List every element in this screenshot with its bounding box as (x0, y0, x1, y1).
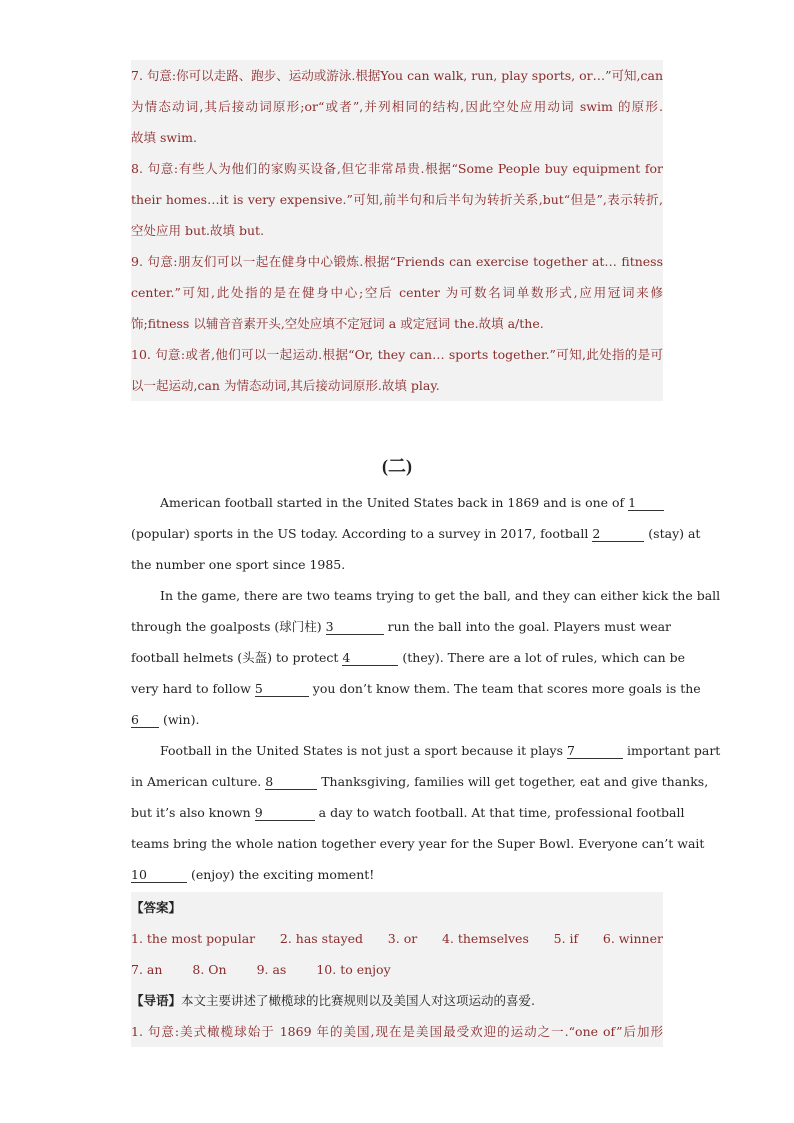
passage-line (131, 642, 686, 673)
passage-text: (enjoy) the exciting moment! (190, 867, 375, 882)
passage-text: (popular) sports in the US today. According to a survey in 2017, football (131, 526, 589, 541)
explanation-1: 1. 句意:美式橄榄球始于 1869 年的美国,现在是美国最受欢迎的运动之一.“one of”后加形 (131, 1024, 663, 1039)
passage-text: (win). (162, 712, 200, 727)
blank-9: 9 (255, 806, 315, 821)
guide-line (131, 985, 663, 1016)
passage-text: in American culture. (131, 774, 262, 789)
passage-line (131, 518, 701, 549)
blank-3: 3 (326, 620, 384, 635)
answer-item: 8. On (192, 962, 227, 977)
passage-text: but it’s also known (131, 805, 251, 820)
passage-line (131, 859, 663, 890)
passage-text: very hard to follow (131, 681, 251, 696)
explanation-line: center.”可知,此处指的是在健身中心;空后 center 为可数名词单数形式,应用冠词来修 (131, 285, 663, 300)
blank-6: 6 (131, 713, 159, 728)
blank-4: 4 (342, 651, 398, 666)
blank-10: 10 (131, 868, 187, 883)
explanation-10 (131, 339, 663, 401)
explanation-line: their homes…it is very expensive.”可知,前半句和后半句为转折关系,but“但是”,表示转折, (131, 192, 663, 207)
explanation-line: 7. 句意:你可以走路、跑步、运动或游泳.根据You can walk, run, play sports, or…”可知,can (131, 68, 663, 83)
answer-row (131, 954, 663, 985)
answer-section (131, 892, 663, 1047)
explanation-line: 8. 句意:有些人为他们的家购买设备,但它非常昂贵.根据“Some People buy equipment for (131, 161, 663, 176)
answer-item: 3. or (387, 931, 418, 946)
passage-line (131, 797, 685, 828)
guide-label: 【导语】 (131, 993, 182, 1008)
explanation-line: 为情态动词,其后接动词原形;or“或者”,并列相同的结构,因此空处应用动词 swim 的原形. (131, 99, 663, 114)
passage-line: teams bring the whole nation together every year for the Super Bowl. Everyone can’t wait (131, 836, 705, 851)
passage-text: (stay) at (648, 526, 701, 541)
passage-line (131, 735, 721, 766)
passage-text: Football in the United States is not just a sport because it plays (160, 743, 564, 758)
answer-item: 10. to enjoy (316, 962, 391, 977)
passage-text: through the goalposts (球门柱) (131, 619, 322, 634)
answer-item: 9. as (256, 962, 287, 977)
passage-text: you don’t know them. The team that scores more goals is the (312, 681, 701, 696)
explanation-line: 10. 句意:或者,他们可以一起运动.根据“Or, they can… sports together.”可知,此处指的是可 (131, 347, 663, 362)
passage-line (131, 766, 709, 797)
passage-line (131, 487, 663, 518)
answer-item: 4. themselves (441, 931, 529, 946)
blank-5: 5 (255, 682, 309, 697)
blank-7: 7 (567, 744, 623, 759)
passage-text: American football started in the United States back in 1869 and is one of (160, 495, 625, 510)
passage-text: football helmets (头盔) to protect (131, 650, 339, 665)
passage-line (131, 611, 672, 642)
section-title: (二) (382, 456, 412, 476)
answer-item: 1. the most popular (131, 931, 256, 946)
guide-text: 本文主要讲述了橄榄球的比赛规则以及美国人对这项运动的喜爱. (181, 993, 535, 1008)
explanation-9 (131, 246, 663, 339)
passage-line (131, 673, 701, 704)
blank-1: 1 (628, 496, 664, 511)
passage-text: (they). There are a lot of rules, which can be (402, 650, 686, 665)
explanation-line: 故填 swim. (131, 130, 197, 145)
answer-item: 6. winner (602, 931, 663, 946)
passage-text: run the ball into the goal. Players must wear (387, 619, 672, 634)
blank-8: 8 (265, 775, 317, 790)
explanations-top (131, 60, 663, 401)
explanation-line: 以一起运动,can 为情态动词,其后接动词原形.故填 play. (131, 378, 440, 393)
passage-line: In the game, there are two teams trying to get the ball, and they can either kick the ball (160, 588, 721, 603)
answer-item: 5. if (553, 931, 579, 946)
explanation-7 (131, 60, 663, 153)
blank-2: 2 (592, 527, 644, 542)
explanation-line: 饰;fitness 以辅音音素开头,空处应填不定冠词 a 或定冠词 the.故填 a/the. (131, 316, 544, 331)
answer-row (131, 923, 663, 954)
explanation-line: 9. 句意:朋友们可以一起在健身中心锻炼.根据“Friends can exercise together at… fitness (131, 254, 663, 269)
passage-line: the number one sport since 1985. (131, 557, 346, 572)
passage-line (131, 704, 663, 735)
answer-item: 2. has stayed (279, 931, 364, 946)
passage (131, 487, 721, 890)
answer-header: 【答案】 (131, 900, 182, 915)
passage-text: a day to watch football. At that time, professional football (318, 805, 685, 820)
explanation-line: 空处应用 but.故填 but. (131, 223, 265, 238)
answer-item: 7. an (131, 962, 163, 977)
explanation-8 (131, 153, 663, 246)
passage-text: Thanksgiving, families will get together, eat and give thanks, (321, 774, 709, 789)
passage-text: important part (627, 743, 721, 758)
